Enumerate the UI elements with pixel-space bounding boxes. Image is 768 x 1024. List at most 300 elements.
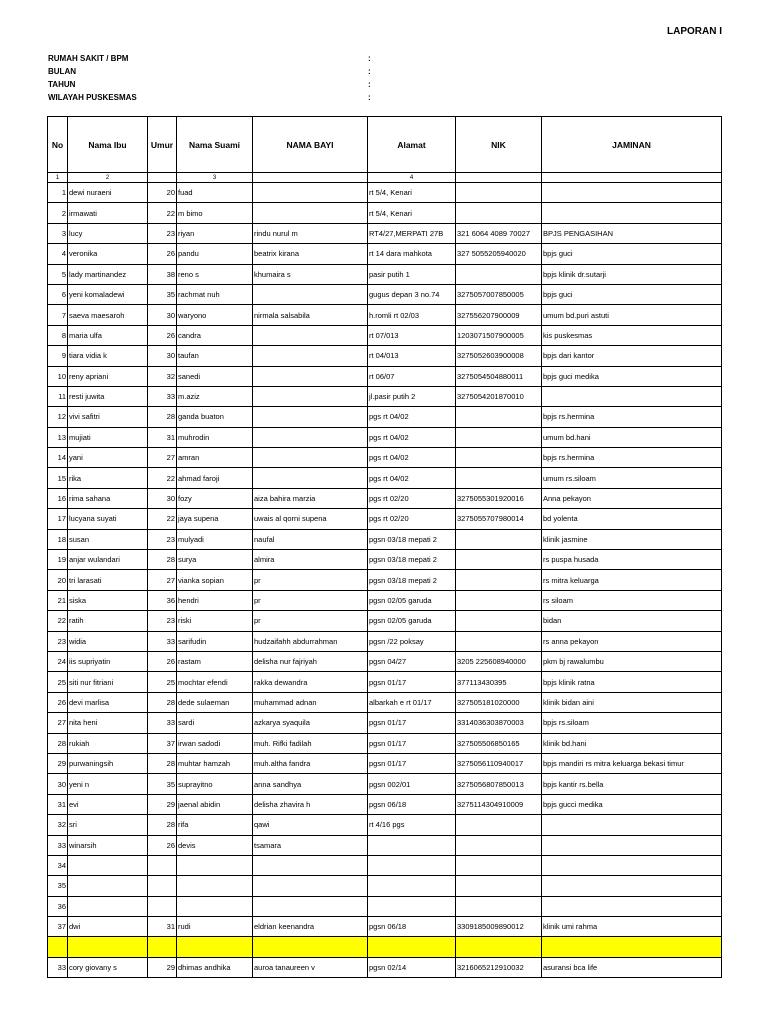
cell-no: 18 [48, 529, 68, 549]
cell-nama-ibu [68, 876, 148, 896]
cell-nama-ibu: rika [68, 468, 148, 488]
cell-no: 31 [48, 794, 68, 814]
cell-nama-suami: riski [177, 611, 253, 631]
cell-umur: 23 [148, 223, 177, 243]
table-row [48, 183, 722, 203]
cell-nik [456, 448, 542, 468]
column-number [148, 173, 177, 183]
cell-no: 25 [48, 672, 68, 692]
cell-jaminan: bpjs rs.hermina [542, 448, 722, 468]
cell-umur: 26 [148, 244, 177, 264]
cell-nama-suami: m bimo [177, 203, 253, 223]
cell-umur: 32 [148, 366, 177, 386]
cell-nama-suami: pandu [177, 244, 253, 264]
cell-nik [456, 876, 542, 896]
table-header-row [48, 117, 722, 173]
cell-nama-suami: jaenal abidin [177, 794, 253, 814]
cell-jaminan: rs anna pekayon [542, 631, 722, 651]
column-header-nik: NIK [456, 117, 542, 173]
cell-nik [456, 203, 542, 223]
cell-nama-suami: waryono [177, 305, 253, 325]
cell-jaminan: rs siloam [542, 590, 722, 610]
cell-no: 15 [48, 468, 68, 488]
table-row [48, 407, 722, 427]
cell-umur: 22 [148, 468, 177, 488]
cell-alamat: pgsn 01/17 [368, 672, 456, 692]
table-row [48, 448, 722, 468]
cell-umur: 26 [148, 835, 177, 855]
cell-nama-suami: fuad [177, 183, 253, 203]
cell-nama-ibu: maria ulfa [68, 325, 148, 345]
cell-alamat: pgsn 002/01 [368, 774, 456, 794]
cell-nama-suami: devis [177, 835, 253, 855]
cell-no: 2 [48, 203, 68, 223]
cell-nik: 3275054201870010 [456, 386, 542, 406]
cell-nama-suami [177, 937, 253, 957]
cell-nik [456, 590, 542, 610]
cell-alamat: RT4/27,MERPATI 27B [368, 223, 456, 243]
cell-jaminan [542, 815, 722, 835]
cell-nik: 3275055301920016 [456, 488, 542, 508]
cell-nama-ibu: widia [68, 631, 148, 651]
cell-nik: 321 6064 4089 70027 [456, 223, 542, 243]
meta-value: : [368, 67, 371, 76]
cell-nama-ibu: devi marlisa [68, 692, 148, 712]
cell-alamat: pgsn 01/17 [368, 733, 456, 753]
cell-alamat: pgsn 01/17 [368, 713, 456, 733]
cell-nama-ibu: siti nur fitriani [68, 672, 148, 692]
cell-nama-bayi: delisha zhavira h [253, 794, 368, 814]
cell-nama-suami: rudi [177, 917, 253, 937]
cell-nama-suami [177, 896, 253, 916]
cell-nama-suami: muhtar hamzah [177, 753, 253, 773]
cell-nik: 3275052603900008 [456, 346, 542, 366]
cell-nik: 3205 225608940000 [456, 651, 542, 671]
meta-label: BULAN [48, 67, 76, 76]
cell-nik: 377113430395 [456, 672, 542, 692]
cell-nama-suami: suprayitno [177, 774, 253, 794]
cell-nama-bayi [253, 427, 368, 447]
cell-nama-bayi [253, 183, 368, 203]
table-row [48, 427, 722, 447]
meta-label: TAHUN [48, 80, 76, 89]
column-header-nama-bayi: NAMA BAYI [253, 117, 368, 173]
table-row [48, 815, 722, 835]
cell-nama-bayi [253, 366, 368, 386]
cell-no: 33 [48, 957, 68, 977]
cell-umur: 35 [148, 284, 177, 304]
cell-nama-bayi [253, 325, 368, 345]
cell-nama-ibu [68, 937, 148, 957]
cell-no: 10 [48, 366, 68, 386]
cell-nik: 3275055707980014 [456, 509, 542, 529]
table-row [48, 366, 722, 386]
cell-no: 17 [48, 509, 68, 529]
cell-nik: 3314036303870003 [456, 713, 542, 733]
cell-alamat: pgsn 01/17 [368, 753, 456, 773]
cell-alamat [368, 835, 456, 855]
column-header-alamat: Alamat [368, 117, 456, 173]
cell-nama-ibu: dwi [68, 917, 148, 937]
cell-nik [456, 427, 542, 447]
meta-label: WILAYAH PUSKESMAS [48, 93, 137, 102]
cell-nik [456, 835, 542, 855]
cell-umur: 30 [148, 346, 177, 366]
cell-nama-bayi [253, 855, 368, 875]
cell-nama-suami: sanedi [177, 366, 253, 386]
cell-alamat: pgsn 02/14 [368, 957, 456, 977]
cell-alamat: albarkah e rt 01/17 [368, 692, 456, 712]
cell-umur: 38 [148, 264, 177, 284]
cell-nama-ibu: anjar wulandari [68, 550, 148, 570]
table-row [48, 305, 722, 325]
cell-nama-ibu: mujiati [68, 427, 148, 447]
cell-alamat: pgsn 04/27 [368, 651, 456, 671]
cell-nama-ibu: lucy [68, 223, 148, 243]
cell-alamat: pgsn 02/05 garuda [368, 611, 456, 631]
cell-nik: 3275056110940017 [456, 753, 542, 773]
cell-nama-suami: rifa [177, 815, 253, 835]
cell-nama-ibu: saeva maesaroh [68, 305, 148, 325]
cell-jaminan: bidan [542, 611, 722, 631]
meta-value: : [368, 54, 371, 63]
highlighted-row [48, 937, 722, 957]
meta-row [48, 52, 371, 65]
cell-alamat: jl.pasir putih 2 [368, 386, 456, 406]
cell-no: 21 [48, 590, 68, 610]
cell-no: 24 [48, 651, 68, 671]
cell-nama-suami: dede sulaeman [177, 692, 253, 712]
cell-alamat: pgsn 06/18 [368, 917, 456, 937]
cell-nama-bayi: nirmala salsabila [253, 305, 368, 325]
cell-nama-suami: riyan [177, 223, 253, 243]
cell-nik [456, 611, 542, 631]
cell-nama-suami: muhrodin [177, 427, 253, 447]
cell-nama-ibu: tiara vidia k [68, 346, 148, 366]
cell-umur: 33 [148, 713, 177, 733]
cell-umur: 26 [148, 325, 177, 345]
cell-nama-suami: ganda buaton [177, 407, 253, 427]
cell-no: 33 [48, 835, 68, 855]
cell-nama-suami: sarifudin [177, 631, 253, 651]
cell-nama-suami: taufan [177, 346, 253, 366]
column-header-nama-suami: Nama Suami [177, 117, 253, 173]
cell-nama-ibu: nita heni [68, 713, 148, 733]
meta-value: : [368, 80, 371, 89]
table-row [48, 284, 722, 304]
cell-nik: 327 5055205940020 [456, 244, 542, 264]
cell-nama-bayi [253, 876, 368, 896]
cell-nama-ibu: cory giovany s [68, 957, 148, 977]
cell-umur: 28 [148, 692, 177, 712]
cell-alamat: gugus depan 3 no.74 [368, 284, 456, 304]
cell-no [48, 937, 68, 957]
cell-nama-ibu: lucyana suyati [68, 509, 148, 529]
cell-no: 16 [48, 488, 68, 508]
cell-alamat: rt 04/013 [368, 346, 456, 366]
cell-nama-bayi [253, 468, 368, 488]
cell-jaminan: bpjs klinik ratna [542, 672, 722, 692]
cell-nama-ibu [68, 855, 148, 875]
cell-alamat: pgsn 03/18 mepati 2 [368, 570, 456, 590]
cell-no: 34 [48, 855, 68, 875]
cell-no: 32 [48, 815, 68, 835]
cell-jaminan [542, 386, 722, 406]
cell-no: 8 [48, 325, 68, 345]
cell-nama-ibu: siska [68, 590, 148, 610]
cell-umur: 27 [148, 448, 177, 468]
cell-umur: 28 [148, 753, 177, 773]
table-row [48, 957, 722, 977]
cell-umur: 31 [148, 427, 177, 447]
cell-jaminan: bpjs gucci medika [542, 794, 722, 814]
cell-nama-suami [177, 855, 253, 875]
cell-jaminan [542, 937, 722, 957]
cell-umur: 28 [148, 815, 177, 835]
table-row [48, 346, 722, 366]
table-row [48, 896, 722, 916]
cell-jaminan: BPJS PENGASIHAN [542, 223, 722, 243]
table-row [48, 631, 722, 651]
table-row [48, 733, 722, 753]
cell-nama-ibu: tri larasati [68, 570, 148, 590]
cell-nik: 3275114304910009 [456, 794, 542, 814]
cell-no: 11 [48, 386, 68, 406]
cell-nama-suami: ahmad faroji [177, 468, 253, 488]
cell-jaminan: umum bd.puri astuti [542, 305, 722, 325]
cell-nama-suami: dhimas andhika [177, 957, 253, 977]
cell-alamat: pgs rt 02/20 [368, 509, 456, 529]
cell-no: 36 [48, 896, 68, 916]
cell-nama-suami: m.aziz [177, 386, 253, 406]
cell-umur: 30 [148, 305, 177, 325]
meta-row [48, 91, 371, 104]
cell-nama-bayi: muh.altha fandra [253, 753, 368, 773]
cell-jaminan [542, 183, 722, 203]
cell-nama-ibu: yani [68, 448, 148, 468]
cell-jaminan: pkm bj rawalumbu [542, 651, 722, 671]
cell-umur: 33 [148, 631, 177, 651]
cell-nama-ibu: veronika [68, 244, 148, 264]
column-number: 2 [68, 173, 148, 183]
cell-nama-ibu: evi [68, 794, 148, 814]
cell-umur: 36 [148, 590, 177, 610]
table-row [48, 855, 722, 875]
table-row [48, 325, 722, 345]
cell-nik: 3275056807850013 [456, 774, 542, 794]
column-header-nama-ibu: Nama Ibu [68, 117, 148, 173]
cell-nama-bayi: beatrix kirana [253, 244, 368, 264]
cell-nama-suami: surya [177, 550, 253, 570]
cell-nama-ibu: yeni n [68, 774, 148, 794]
cell-no: 28 [48, 733, 68, 753]
cell-no: 1 [48, 183, 68, 203]
cell-nama-suami: mulyadi [177, 529, 253, 549]
cell-umur: 29 [148, 957, 177, 977]
cell-nama-bayi [253, 448, 368, 468]
cell-jaminan [542, 896, 722, 916]
cell-umur: 29 [148, 794, 177, 814]
cell-alamat: pasir putih 1 [368, 264, 456, 284]
cell-nama-suami: candra [177, 325, 253, 345]
cell-nama-ibu: sri [68, 815, 148, 835]
cell-nama-bayi: muh. Rifki fadilah [253, 733, 368, 753]
meta-value: : [368, 93, 371, 102]
cell-alamat: rt 14 dara mahkota [368, 244, 456, 264]
cell-nama-bayi: eldrian keenandra [253, 917, 368, 937]
cell-nik: 327505181020000 [456, 692, 542, 712]
table-row [48, 713, 722, 733]
cell-umur: 23 [148, 611, 177, 631]
cell-nama-ibu: ratih [68, 611, 148, 631]
cell-nama-bayi: pr [253, 611, 368, 631]
cell-nik [456, 570, 542, 590]
cell-nama-suami: amran [177, 448, 253, 468]
cell-jaminan: rs puspa husada [542, 550, 722, 570]
cell-jaminan: klinik bidan aini [542, 692, 722, 712]
cell-umur: 28 [148, 550, 177, 570]
table-row [48, 509, 722, 529]
cell-nama-bayi: khumaira s [253, 264, 368, 284]
table-row [48, 774, 722, 794]
cell-alamat: pgsn 06/18 [368, 794, 456, 814]
cell-jaminan: bpjs rs.siloam [542, 713, 722, 733]
cell-umur: 27 [148, 570, 177, 590]
column-header-jaminan: JAMINAN [542, 117, 722, 173]
cell-jaminan: bpjs kantir rs.bella [542, 774, 722, 794]
cell-nama-suami: hendri [177, 590, 253, 610]
cell-nama-suami [177, 876, 253, 896]
cell-nama-bayi: rindu nurul m [253, 223, 368, 243]
cell-umur: 35 [148, 774, 177, 794]
cell-alamat: h.romli rt 02/03 [368, 305, 456, 325]
cell-nama-bayi: rakka dewandra [253, 672, 368, 692]
cell-alamat [368, 855, 456, 875]
cell-alamat: rt 4/16 pgs [368, 815, 456, 835]
cell-umur: 25 [148, 672, 177, 692]
cell-jaminan [542, 835, 722, 855]
cell-jaminan: bpjs guci [542, 284, 722, 304]
cell-nama-suami: jaya supena [177, 509, 253, 529]
column-number [253, 173, 368, 183]
cell-nik: 1203071507900005 [456, 325, 542, 345]
cell-nama-bayi: azkarya syaquila [253, 713, 368, 733]
cell-jaminan: klinik jasmine [542, 529, 722, 549]
cell-umur: 37 [148, 733, 177, 753]
cell-no: 13 [48, 427, 68, 447]
cell-no: 35 [48, 876, 68, 896]
table-row [48, 590, 722, 610]
cell-alamat [368, 876, 456, 896]
table-row [48, 570, 722, 590]
cell-nik [456, 937, 542, 957]
table-row [48, 529, 722, 549]
cell-nama-bayi [253, 896, 368, 916]
cell-nik [456, 631, 542, 651]
column-number: 4 [368, 173, 456, 183]
cell-nik [456, 183, 542, 203]
cell-nik [456, 407, 542, 427]
cell-nama-ibu: resti juwita [68, 386, 148, 406]
cell-jaminan: kis puskesmas [542, 325, 722, 345]
cell-alamat: rt 07/013 [368, 325, 456, 345]
column-header-no: No [48, 117, 68, 173]
column-number-row [48, 173, 722, 183]
cell-alamat: pgs rt 04/02 [368, 427, 456, 447]
cell-nik: 3275054504880011 [456, 366, 542, 386]
cell-jaminan: bpjs mandiri rs mitra keluarga bekasi timur [542, 753, 722, 773]
cell-nama-bayi: pr [253, 590, 368, 610]
cell-nama-ibu: purwaningsih [68, 753, 148, 773]
cell-jaminan: Anna pekayon [542, 488, 722, 508]
cell-jaminan [542, 855, 722, 875]
cell-nama-bayi: naufal [253, 529, 368, 549]
column-header-umur: Umur [148, 117, 177, 173]
cell-jaminan: bpjs klinik dr.sutarji [542, 264, 722, 284]
cell-nama-ibu: reny apriani [68, 366, 148, 386]
cell-nama-ibu: yeni komaladewi [68, 284, 148, 304]
table-row [48, 223, 722, 243]
cell-nik [456, 468, 542, 488]
column-number: 3 [177, 173, 253, 183]
cell-nik: 3216065212910032 [456, 957, 542, 977]
cell-umur: 22 [148, 509, 177, 529]
cell-nama-ibu: susan [68, 529, 148, 549]
cell-nama-ibu: lady martinandez [68, 264, 148, 284]
cell-nama-bayi [253, 407, 368, 427]
cell-jaminan: bpjs guci [542, 244, 722, 264]
cell-nama-bayi: uwais al qorni supena [253, 509, 368, 529]
cell-no: 20 [48, 570, 68, 590]
cell-nama-bayi [253, 284, 368, 304]
cell-no: 30 [48, 774, 68, 794]
cell-jaminan: bpjs guci medika [542, 366, 722, 386]
table-row [48, 550, 722, 570]
cell-nama-ibu: winarsih [68, 835, 148, 855]
cell-nik: 3275057007850005 [456, 284, 542, 304]
cell-umur [148, 855, 177, 875]
cell-umur: 30 [148, 488, 177, 508]
table-row [48, 917, 722, 937]
table-row [48, 244, 722, 264]
cell-umur [148, 937, 177, 957]
column-number: 1 [48, 173, 68, 183]
cell-no: 4 [48, 244, 68, 264]
cell-nama-bayi: aiza bahira marzia [253, 488, 368, 508]
cell-nama-ibu: dewi nuraeni [68, 183, 148, 203]
cell-nik: 327505506850165 [456, 733, 542, 753]
table-row [48, 203, 722, 223]
cell-nik [456, 264, 542, 284]
cell-nik [456, 855, 542, 875]
cell-nama-bayi: pr [253, 570, 368, 590]
cell-no: 9 [48, 346, 68, 366]
cell-umur: 20 [148, 183, 177, 203]
cell-umur: 22 [148, 203, 177, 223]
column-number [542, 173, 722, 183]
table-row [48, 753, 722, 773]
cell-nama-bayi [253, 346, 368, 366]
cell-jaminan [542, 876, 722, 896]
cell-no: 29 [48, 753, 68, 773]
cell-alamat: pgsn /22 poksay [368, 631, 456, 651]
column-number [456, 173, 542, 183]
cell-jaminan: umum rs.siloam [542, 468, 722, 488]
meta-row [48, 78, 371, 91]
cell-alamat: pgsn 02/05 garuda [368, 590, 456, 610]
cell-nama-suami: fozy [177, 488, 253, 508]
cell-nama-ibu: rima sahana [68, 488, 148, 508]
